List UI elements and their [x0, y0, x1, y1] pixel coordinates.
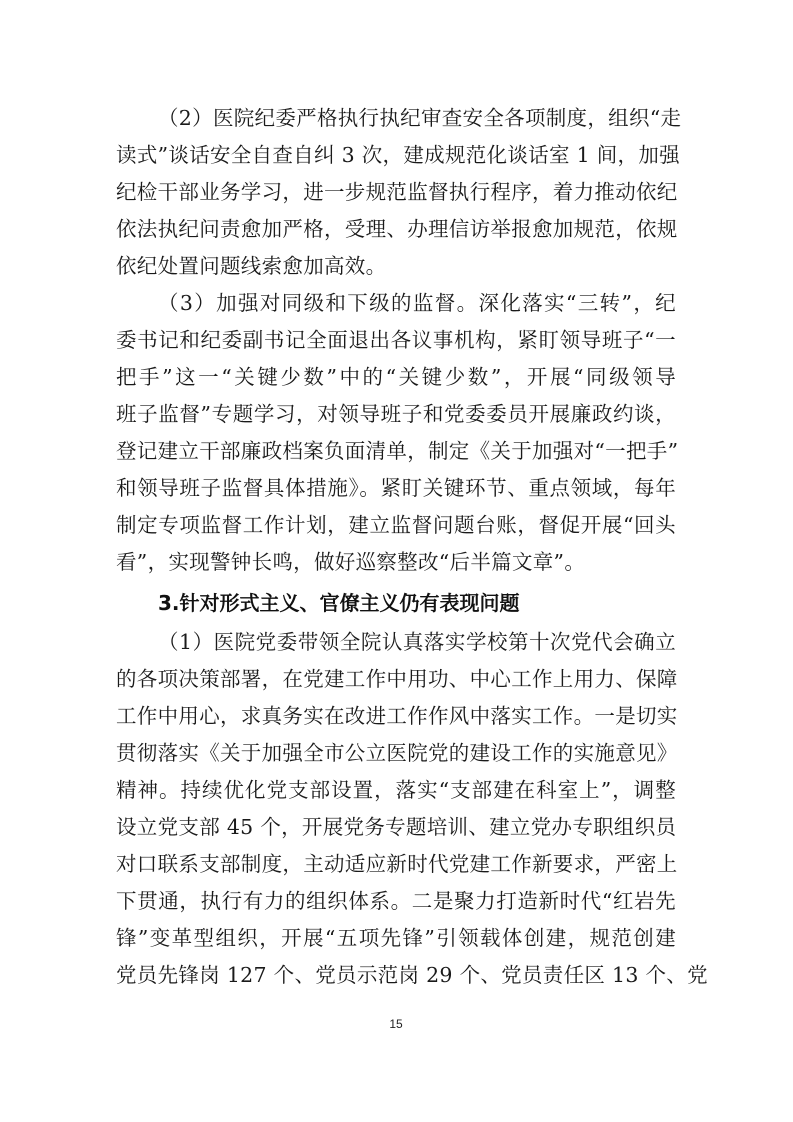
page-number: 15: [389, 1017, 403, 1031]
paragraph-line: 下贯通，执行有力的组织体系。二是聚力打造新时代“红岩先: [116, 889, 676, 913]
paragraph-line: 设立党支部 45 个，开展党务专题培训、建立党办专职组织员: [116, 815, 677, 839]
paragraph-line: 党员先锋岗 127 个、党员示范岗 29 个、党员责任区 13 个、党: [116, 963, 708, 987]
paragraph-line: 的各项决策部署，在党建工作中用功、中心工作上用力、保障: [116, 667, 678, 691]
paragraph-line: 看”，实现警钟长鸣，做好巡察整改“后半篇文章”。: [116, 550, 586, 574]
paragraph-line: （1）医院党委带领全院认真落实学校第十次党代会确立: [158, 630, 676, 654]
paragraph-line: 把手”这一“关键少数”中的“关键少数”，开展“同级领导: [116, 365, 676, 389]
paragraph-line: 依法执纪问责愈加严格，受理、办理信访举报愈加规范，依规: [116, 217, 678, 241]
paragraph-line: 和领导班子监督具体措施》。紧盯关键环节、重点领域，每年: [116, 476, 676, 500]
paragraph-line: 贯彻落实《关于加强全市公立医院党的建设工作的实施意见》: [116, 741, 678, 765]
paragraph-line: （2）医院纪委严格执行执纪审查安全各项制度，组织“走: [158, 106, 682, 130]
paragraph-line: 委书记和纪委副书记全面退出各议事机构，紧盯领导班子“一: [116, 328, 676, 352]
paragraph-line: 精神。持续优化党支部设置，落实“支部建在科室上”，调整: [116, 778, 676, 802]
paragraph-line: 登记建立干部廉政档案负面清单，制定《关于加强对“一把手”: [116, 439, 679, 463]
paragraph-line: 工作中用心，求真务实在改进工作作风中落实工作。一是切实: [116, 704, 678, 728]
paragraph-line: 制定专项监督工作计划，建立监督问题台账，督促开展“回头: [116, 513, 676, 537]
paragraph-line: 班子监督”专题学习，对领导班子和党委委员开展廉政约谈，: [116, 402, 676, 426]
paragraph-line: 读式”谈话安全自查自纠 3 次，建成规范化谈话室 1 间，加强: [116, 143, 680, 167]
paragraph-line: （3）加强对同级和下级的监督。深化落实“三转”，纪: [158, 291, 676, 315]
paragraph-line: 纪检干部业务学习，进一步规范监督执行程序，着力推动依纪: [116, 180, 678, 204]
paragraph-line: 对口联系支部制度，主动适应新时代党建工作新要求，严密上: [116, 852, 678, 876]
section-heading: 3.针对形式主义、官僚主义仍有表现问题: [158, 591, 520, 615]
paragraph-line: 锋”变革型组织，开展“五项先锋”引领载体创建，规范创建: [116, 926, 676, 950]
paragraph-line: 依纪处置问题线索愈加高效。: [116, 254, 387, 278]
